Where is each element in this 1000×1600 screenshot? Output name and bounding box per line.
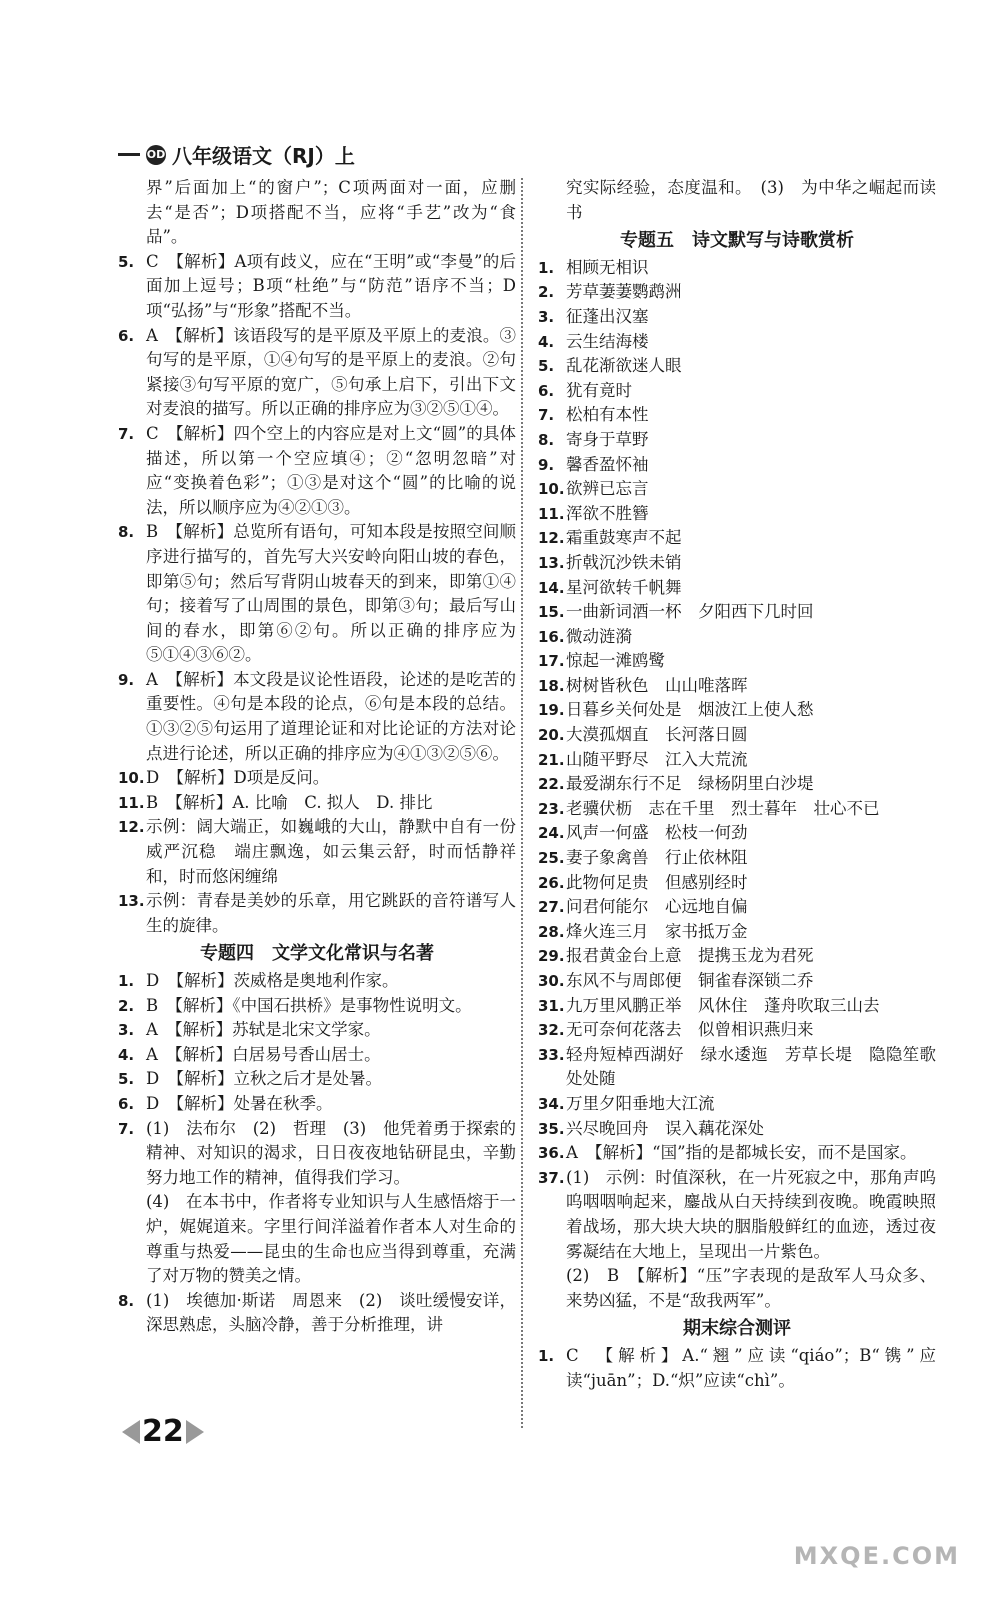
answer-number: 6. xyxy=(538,381,555,400)
answer-text: 问君何能尔 心远地自偏 xyxy=(566,897,748,917)
answer-item xyxy=(118,889,516,938)
answer-item xyxy=(538,1344,936,1393)
answer-number: 12. xyxy=(538,529,565,548)
answer-item xyxy=(538,895,936,920)
answer-number: 5. xyxy=(118,252,135,271)
answer-item xyxy=(538,1092,936,1117)
answer-item xyxy=(538,477,936,502)
answer-number: 35. xyxy=(538,1119,565,1138)
answer-number: 4. xyxy=(538,332,555,351)
answer-text: 轻舟短棹西湖好 绿水逶迤 芳草长堤 隐隐笙歌处处随 xyxy=(566,1044,936,1089)
answer-item xyxy=(538,969,936,994)
answer-number: 33. xyxy=(538,1045,565,1064)
answer-number: 10. xyxy=(118,769,145,788)
answer-text: 无可奈何花落去 似曾相识燕归来 xyxy=(566,1020,814,1040)
answer-number: 34. xyxy=(538,1094,565,1113)
answer-item xyxy=(538,1018,936,1043)
answer-text: B 【解析】A. 比喻 C. 拟人 D. 排比 xyxy=(146,792,433,812)
answer-item xyxy=(538,330,936,355)
answer-item xyxy=(118,791,516,816)
answer-number: 25. xyxy=(538,849,565,868)
answer-item xyxy=(118,1289,516,1338)
answer-item xyxy=(538,403,936,428)
answer-text: 山随平野尽 江入大荒流 xyxy=(566,749,748,769)
answer-text: 芳草萋萋鹦鹉洲 xyxy=(566,282,682,302)
answer-number: 11. xyxy=(118,793,145,812)
left-column xyxy=(118,176,516,1338)
answer-item xyxy=(538,354,936,379)
answer-item xyxy=(538,1166,936,1264)
answer-text: 示例：阔大端正，如巍峨的大山，静默中自有一份威严沉稳 端庄飘逸，如云集云舒，时而恬静祥和，时而悠闲缠绵 xyxy=(146,817,516,886)
answer-text: 最爱湖东行不足 绿杨阴里白沙堤 xyxy=(566,774,814,794)
answer-item xyxy=(538,649,936,674)
answer-item xyxy=(538,772,936,797)
answer-item xyxy=(538,600,936,625)
answer-text: (1) 示例：时值深秋，在一片死寂之中，那角声呜呜咽咽响起来，鏖战从白天持续到夜晚。晚霞映照着战场，那大块大块的胭脂般鲜红的血迹，透过夜雾凝结在大地上，呈现出一片紫色。 xyxy=(566,1167,936,1261)
answer-number: 32. xyxy=(538,1021,565,1040)
answer-text: 征蓬出汉塞 xyxy=(566,306,649,326)
answer-text: 乱花渐欲迷人眼 xyxy=(566,356,682,376)
answer-text: 老骥伏枥 志在千里 烈士暮年 壮心不已 xyxy=(566,798,880,818)
answer-number: 13. xyxy=(118,892,145,911)
answer-item xyxy=(538,502,936,527)
answer-number: 21. xyxy=(538,750,565,769)
arrow-right-icon xyxy=(186,1420,204,1444)
answer-text: 大漠孤烟直 长河落日圆 xyxy=(566,725,748,745)
answer-item xyxy=(538,526,936,551)
answer-number: 13. xyxy=(538,553,565,572)
answer-number: 16. xyxy=(538,627,565,646)
answer-number: 1. xyxy=(118,972,135,990)
answer-continuation: (2) B 【解析】“压”字表现的是敌军人马众多、来势凶猛，不是“敌我两军”。 xyxy=(566,1266,936,1310)
answer-number: 11. xyxy=(538,504,565,523)
answer-text: 兴尽晚回舟 误入藕花深处 xyxy=(566,1118,764,1138)
answer-item xyxy=(538,256,936,281)
answer-item xyxy=(118,520,516,668)
answer-number: 8. xyxy=(538,430,555,449)
answer-text: D 【解析】立秋之后才是处暑。 xyxy=(146,1069,382,1089)
page-header xyxy=(118,140,355,169)
answer-list xyxy=(538,256,936,1264)
answer-text: C 【解析】A项有歧义，应在“王明”或“李曼”的后面加上逗号；B项“杜绝”与“防范”语序不当；D项“弘扬”与“形象”搭配不当。 xyxy=(146,251,516,320)
answer-text: C 【解析】A.“翘”应读“qiáo”；B“镌”应读“juān”；D.“炽”应读“chì”。 xyxy=(566,1345,936,1390)
answer-number: 31. xyxy=(538,996,565,1015)
answer-number: 7. xyxy=(118,1119,135,1138)
answer-item xyxy=(538,821,936,846)
answer-number: 2. xyxy=(118,996,135,1015)
answer-text: (1) 法布尔 (2) 哲理 (3) 他凭着勇于探索的精神、对知识的渴求，日日夜夜地钻研昆虫，辛勤努力地工作的精神，值得我们学习。 xyxy=(146,1118,516,1187)
answer-text: 惊起一滩鸥鹭 xyxy=(566,651,665,671)
answer-number: 18. xyxy=(538,676,565,695)
answer-text: A 【解析】该语段写的是平原及平原上的麦浪。③句写的是平原，①④句写的是平原上的麦浪。②句紧接③句写平原的宽广，⑤句承上启下，引出下文对麦浪的描写。所以正确的排序应为③②⑤①④。 xyxy=(146,325,516,419)
answer-number: 36. xyxy=(538,1144,565,1163)
answer-text: 寄身于草野 xyxy=(566,429,649,449)
answer-number: 9. xyxy=(118,670,135,689)
answer-text: 妻子象禽兽 行止依林阻 xyxy=(566,848,748,868)
answer-item xyxy=(118,422,516,520)
watermark: MXQE.COM xyxy=(793,1542,960,1570)
answer-text: D 【解析】处暑在秋季。 xyxy=(146,1093,333,1113)
answer-number: 22. xyxy=(538,775,565,794)
answer-text: 松柏有本性 xyxy=(566,405,649,425)
answer-list xyxy=(118,1289,516,1338)
header-dash xyxy=(118,153,140,156)
answer-number: 15. xyxy=(538,603,565,622)
answer-number: 27. xyxy=(538,898,565,917)
answer-item xyxy=(538,994,936,1019)
answer-text: 欲辨已忘言 xyxy=(566,479,649,499)
answer-number: 8. xyxy=(118,523,135,542)
answer-number: 37. xyxy=(538,1168,565,1187)
right-column xyxy=(538,176,936,1393)
answer-text: B 【解析】《中国石拱桥》是事物性说明文。 xyxy=(146,995,472,1015)
answer-item xyxy=(118,668,516,766)
answer-number: 7. xyxy=(538,406,555,425)
answer-item xyxy=(538,748,936,773)
continued-answer: 界”后面加上“的窗户”；C项两面对一面，应删去“是否”；D项搭配不当，应将“手艺”改为“食品”。 xyxy=(146,178,516,247)
answer-text: 折戟沉沙铁未销 xyxy=(566,552,682,572)
section-title-5: 专题五 诗文默写与诗歌赏析 xyxy=(620,230,854,252)
answer-item xyxy=(118,1067,516,1092)
answer-item xyxy=(538,453,936,478)
answer-text: A 【解析】“国”指的是都城长安，而不是国家。 xyxy=(566,1143,917,1163)
page-number xyxy=(122,1414,204,1449)
answer-text: D 【解析】D项是反问。 xyxy=(146,768,330,788)
answer-item xyxy=(118,994,516,1019)
answer-number: 29. xyxy=(538,947,565,966)
answer-item xyxy=(538,576,936,601)
answer-text: 此物何足贵 但感别经时 xyxy=(566,872,748,892)
answer-number: 1. xyxy=(538,1346,555,1365)
answer-text: 日暮乡关何处是 烟波江上使人愁 xyxy=(566,700,814,720)
answer-number: 30. xyxy=(538,972,565,990)
answer-text: A 【解析】苏轼是北宋文学家。 xyxy=(146,1020,381,1040)
page-number-text: 22 xyxy=(142,1414,184,1449)
answer-text: (1) 埃德加·斯诺 周恩来 (2) 谈吐缓慢安详，深思熟虑，头脑冷静，善于分析推理，讲 xyxy=(146,1290,516,1335)
answer-number: 6. xyxy=(118,326,135,345)
answer-number: 24. xyxy=(538,824,565,843)
continued-answer: 究实际经验，态度温和。 (3) 为中华之崛起而读书 xyxy=(566,178,936,222)
answer-number: 10. xyxy=(538,480,565,499)
answer-text: 霜重鼓寒声不起 xyxy=(566,528,682,548)
answer-item xyxy=(538,1043,936,1092)
answer-list xyxy=(538,1344,936,1393)
answer-text: 九万里风鹏正举 风休住 蓬舟吹取三山去 xyxy=(566,995,880,1015)
answer-item xyxy=(538,305,936,330)
column-divider xyxy=(521,178,523,1428)
answer-item xyxy=(538,1141,936,1166)
answer-item xyxy=(538,797,936,822)
answer-item xyxy=(538,920,936,945)
answer-text: 云生结海楼 xyxy=(566,331,649,351)
section-title-4: 专题四 文学文化常识与名著 xyxy=(200,943,434,965)
answer-item xyxy=(118,324,516,422)
answer-text: 相顾无相识 xyxy=(566,257,649,277)
answer-number: 3. xyxy=(538,307,555,326)
answer-number: 6. xyxy=(118,1094,135,1113)
answer-text: 万里夕阳垂地大江流 xyxy=(566,1093,715,1113)
answer-number: 26. xyxy=(538,873,565,892)
answer-text: 风声一何盛 松枝一何劲 xyxy=(566,823,748,843)
book-title: 八年级语文（RJ）上 xyxy=(172,144,355,168)
answer-item xyxy=(118,815,516,889)
answer-item xyxy=(538,846,936,871)
answer-number: 2. xyxy=(538,283,555,302)
answer-number: 9. xyxy=(538,455,555,474)
answer-number: 12. xyxy=(118,818,145,837)
answer-item xyxy=(538,280,936,305)
answer-number: 20. xyxy=(538,726,565,745)
answer-number: 5. xyxy=(118,1070,135,1089)
answer-text: C 【解析】四个空上的内容应是对上文“圆”的具体描述，所以第一个空应填④；②“忽明忽暗”对应“变换着色彩”；①③是对这个“圆”的比喻的说法，所以顺序应为④②①③。 xyxy=(146,423,516,517)
answer-number: 8. xyxy=(118,1291,135,1310)
answer-item xyxy=(538,674,936,699)
answer-item xyxy=(118,969,516,994)
answer-item xyxy=(118,250,516,324)
answer-number: 19. xyxy=(538,701,565,720)
answer-number: 7. xyxy=(118,424,135,443)
answer-text: 浑欲不胜簪 xyxy=(566,503,649,523)
answer-text: D 【解析】茨威格是奥地利作家。 xyxy=(146,971,399,990)
answer-text: 烽火连三月 家书抵万金 xyxy=(566,921,748,941)
answer-number: 4. xyxy=(118,1045,135,1064)
book-logo-icon: OD xyxy=(146,145,166,165)
answer-number: 1. xyxy=(538,258,555,277)
answer-item xyxy=(118,766,516,791)
answer-item xyxy=(118,1018,516,1043)
answer-text: 星河欲转千帆舞 xyxy=(566,577,682,597)
answer-item xyxy=(538,379,936,404)
answer-number: 23. xyxy=(538,799,565,818)
answer-text: 示例：青春是美妙的乐章，用它跳跃的音符谱写人生的旋律。 xyxy=(146,891,516,935)
answer-item xyxy=(538,698,936,723)
answer-number: 14. xyxy=(538,578,565,597)
answer-number: 5. xyxy=(538,357,555,376)
answer-text: 东风不与周郎便 铜雀春深锁二乔 xyxy=(566,971,814,990)
answer-item xyxy=(538,625,936,650)
answer-number: 3. xyxy=(118,1021,135,1040)
answer-list xyxy=(118,250,516,939)
answer-continuation: (4) 在本书中，作者将专业知识与人生感悟熔于一炉，娓娓道来。字里行间洋溢着作者本人对生命的尊重与热爱——昆虫的生命也应当得到尊重，充满了对万物的赞美之情。 xyxy=(146,1192,516,1286)
answer-item xyxy=(538,944,936,969)
answer-number: 28. xyxy=(538,922,565,941)
answer-text: 犹有竟时 xyxy=(566,380,632,400)
answer-item xyxy=(538,551,936,576)
answer-item xyxy=(538,871,936,896)
section-title-final: 期末综合测评 xyxy=(683,1318,791,1340)
arrow-left-icon xyxy=(122,1420,140,1444)
answer-number: 17. xyxy=(538,652,565,671)
answer-item xyxy=(118,1092,516,1117)
answer-item xyxy=(538,723,936,748)
answer-item xyxy=(538,428,936,453)
answer-text: 馨香盈怀袖 xyxy=(566,454,649,474)
answer-item xyxy=(118,1117,516,1191)
answer-item xyxy=(118,1043,516,1068)
answer-text: 树树皆秋色 山山唯落晖 xyxy=(566,675,748,695)
answer-list xyxy=(118,969,516,1190)
answer-text: 一曲新词酒一杯 夕阳西下几时回 xyxy=(566,602,814,622)
answer-text: 微动涟漪 xyxy=(566,626,632,646)
answer-text: A 【解析】本文段是议论性语段，论述的是吃苦的重要性。④句是本段的论点，⑥句是本段的总结。①③②⑤句运用了道理论证和对比论证的方法对论点进行论述，所以正确的排序应为④①③②⑤⑥。 xyxy=(146,669,516,763)
answer-text: B 【解析】总览所有语句，可知本段是按照空间顺序进行描写的，首先写大兴安岭向阳山坡的春色，即第⑤句；然后写背阴山坡春天的到来，即第①④句；接着写了山周围的景色，即第③句；最后写山间的春水，即第⑥②句。所以正确的排序应为⑤①④③⑥②。 xyxy=(146,522,516,665)
answer-text: A 【解析】白居易号香山居士。 xyxy=(146,1044,381,1064)
answer-text: 报君黄金台上意 提携玉龙为君死 xyxy=(566,946,814,966)
answer-item xyxy=(538,1117,936,1142)
